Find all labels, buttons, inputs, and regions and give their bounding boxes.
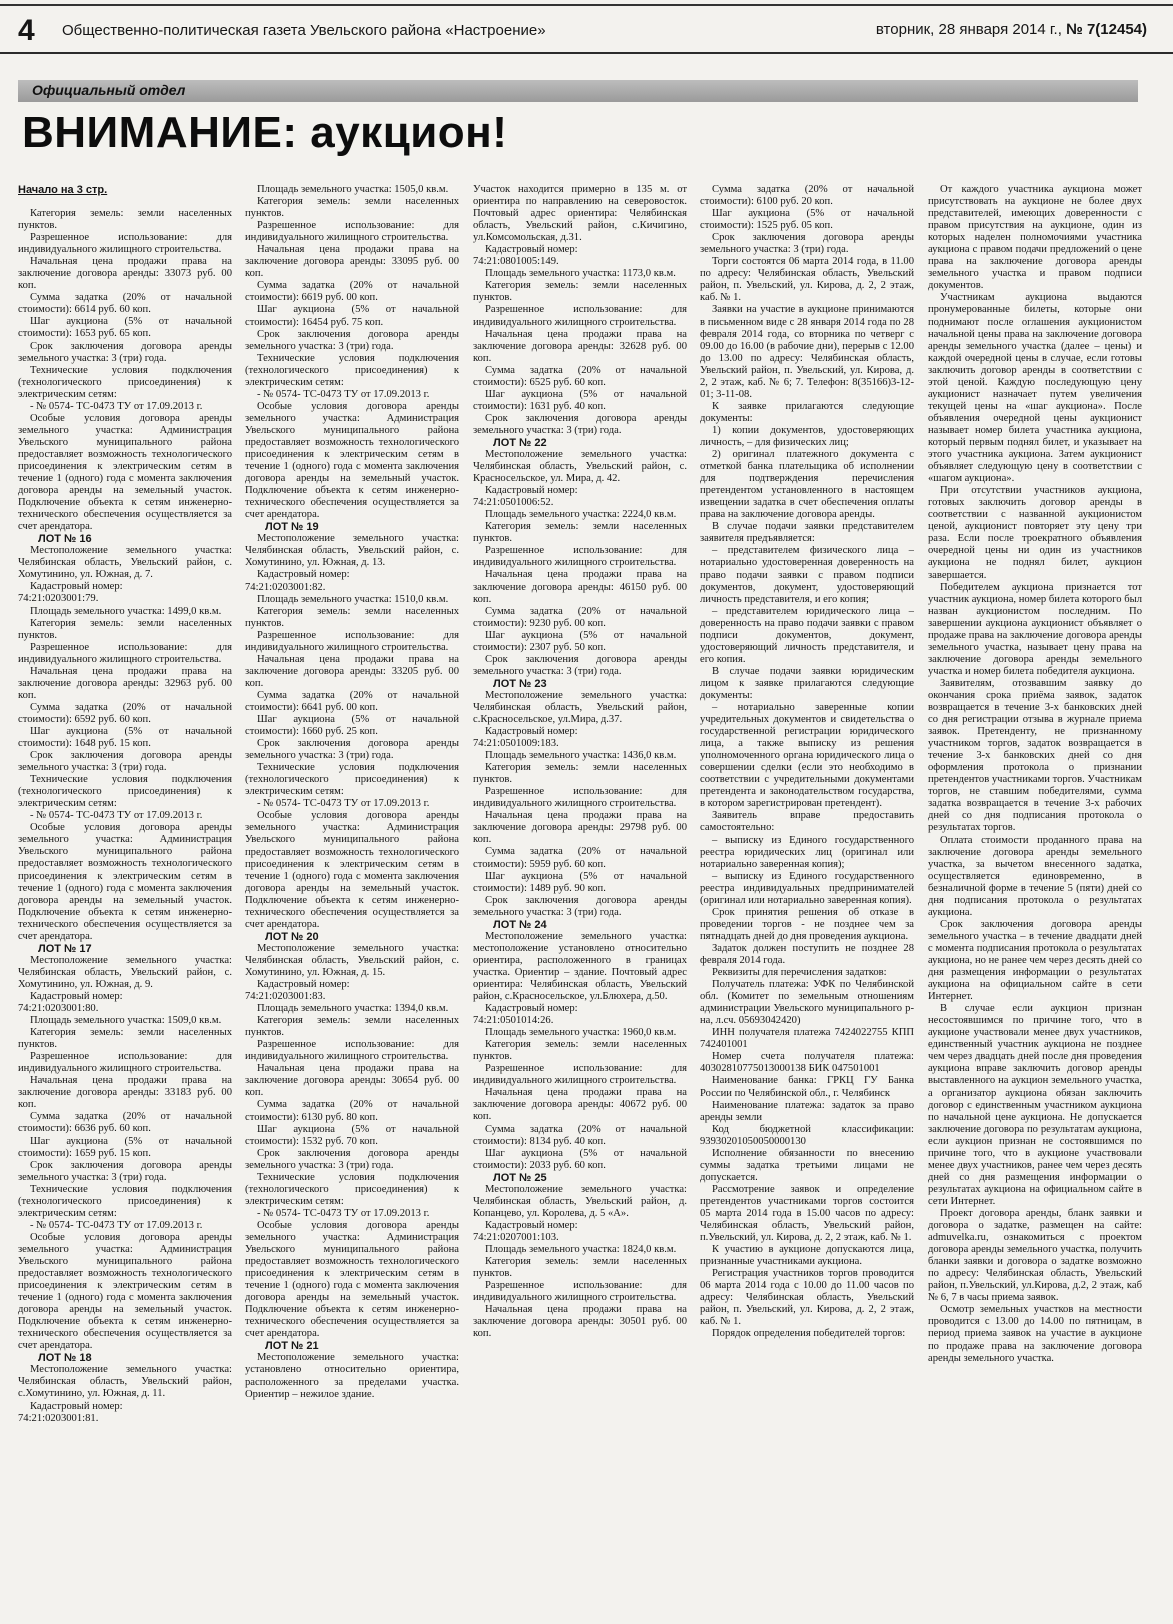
paragraph: Задаток должен поступить не позднее 28 февраля 2014 года. (700, 942, 914, 966)
paragraph: 74:21:0203001:82. (245, 581, 326, 593)
paragraph: Заявителям, отозвавшим заявку до окончания срока приёма заявок, задаток возвращается в течение 3-х банковских дней со дня регистрации отзыва в журнале приема заявок. Претенденту, не признанному участником торгов, задаток возвращается в течение 3-х банковских дней со дня оформления протокола о признании претендентов участниками торгов. Участникам торгов, не ставшим победителями, сумма задатка возвращается в течение 3-х рабочих дней со дня подписания протокола о результатах торгов. (928, 677, 1142, 834)
paragraph: Технические условия подключения (технологического присоединения) к электрическим сетям: (18, 774, 232, 810)
issue-date-line (876, 21, 1147, 38)
paragraph: 74:21:0203001:79. (18, 593, 99, 605)
paragraph: - № 0574- ТС-0473 ТУ от 17.09.2013 г. (257, 388, 430, 400)
paragraph: Местоположение земельного участка: Челябинская область, Увельский район, с.Хомутинино, ул. Южная, д. 11. (18, 1364, 232, 1400)
section-bar (18, 80, 1138, 102)
paragraph: В случае подачи заявки представителем заявителя предъявляется: (700, 521, 914, 545)
paragraph: Срок заключения договора аренды земельного участка: 3 (три) года. (700, 232, 914, 256)
lot-heading: ЛОТ № 24 (493, 918, 547, 931)
paragraph: - № 0574- ТС-0473 ТУ от 17.09.2013 г. (30, 1219, 203, 1231)
paragraph: Разрешенное использование: для индивидуального жилищного строительства. (18, 232, 232, 256)
paragraph: Категория земель: земли населенных пунктов. (245, 1015, 459, 1039)
paragraph: Категория земель: земли населенных пунктов. (473, 521, 687, 545)
paragraph: – представителем юридического лица – доверенность на право подачи заявки с правом подписи документов, документ, удостоверяющий личность представителя, и его копия. (700, 605, 914, 665)
header-rule (0, 52, 1173, 54)
paragraph: Шаг аукциона (5% от начальной стоимости): 1631 руб. 40 коп. (473, 388, 687, 412)
article-column-4 (700, 184, 914, 1616)
paragraph: Начальная цена продажи права на заключение договора аренды: 32963 руб. 00 коп. (18, 665, 232, 701)
paragraph: ИНН получателя платежа 7424022755 КПП 742401001 (700, 1027, 914, 1051)
paragraph: – представителем физического лица – нотариально удостоверенная доверенность на право подачи заявки с правом подписи документов, документ, удостоверяющий личность представителя, и его копия; (700, 545, 914, 605)
page-header (0, 0, 1173, 56)
paragraph: – выписку из Единого государственного реестра индивидуальных предпринимателей (оригинал или нотариально заверенная копия). (700, 870, 914, 906)
paragraph: 74:21:0501006:52. (473, 497, 554, 509)
paragraph: Срок принятия решения об отказе в проведении торгов - не позднее чем за пятнадцать дней до дня проведения аукциона. (700, 906, 914, 942)
paragraph: Начальная цена продажи права на заключение договора аренды: 32628 руб. 00 коп. (473, 328, 687, 364)
paragraph: Наименование платежа: задаток за право аренды земли (700, 1099, 914, 1123)
paragraph: Разрешенное использование: для индивидуального жилищного строительства. (473, 786, 687, 810)
paragraph: Наименование банка: ГРКЦ ГУ Банка России по Челябинской обл., г. Челябинск (700, 1075, 914, 1099)
paragraph: Сумма задатка (20% от начальной стоимости): 6525 руб. 60 коп. (473, 364, 687, 388)
paragraph: Площадь земельного участка: 1173,0 кв.м. (485, 268, 676, 280)
paragraph: Технические условия подключения (технологического присоединения) к электрическим сетям: (245, 352, 459, 388)
paragraph: Площадь земельного участка: 1499,0 кв.м. (30, 605, 222, 617)
paragraph: 74:21:0801005:149. (473, 256, 559, 268)
paragraph: Получатель платежа: УФК по Челябинской обл. (Комитет по земельным отношениям администрации Увельского муниципального р-на, л.сч. 05693042420) (700, 979, 914, 1027)
paragraph: Разрешенное использование: для индивидуального жилищного строительства. (473, 1063, 687, 1087)
paragraph: В случае подачи заявки юридическим лицом к заявке прилагаются следующие документы: (700, 665, 914, 701)
lot-heading: ЛОТ № 18 (38, 1352, 92, 1365)
paragraph: Номер счета получателя платежа: 40302810775013000138 БИК 047501001 (700, 1051, 914, 1075)
paragraph: Площадь земельного участка: 2224,0 кв.м. (485, 509, 677, 521)
paragraph: К участию в аукционе допускаются лица, признанные участниками аукциона. (700, 1244, 914, 1268)
issue-number: № 7(12454) (1066, 21, 1147, 38)
paragraph: Сумма задатка (20% от начальной стоимости): 6100 руб. 20 коп. (700, 184, 914, 208)
paragraph: Шаг аукциона (5% от начальной стоимости): 1660 руб. 25 коп. (245, 714, 459, 738)
paragraph: Технические условия подключения (технологического присоединения) к электрическим сетям: (245, 762, 459, 798)
paragraph: Сумма задатка (20% от начальной стоимости): 5959 руб. 60 коп. (473, 846, 687, 870)
paragraph: Категория земель: земли населенных пунктов. (245, 196, 459, 220)
page-number: 4 (18, 14, 35, 47)
paragraph: Сумма задатка (20% от начальной стоимости): 6130 руб. 80 коп. (245, 1099, 459, 1123)
paragraph: Особые условия договора аренды земельного участка: Администрация Увельского муниципального района предоставляет возможность технологического присоединения к электрическим сетям в течение 1 (одного) года с момента заключения договора аренды на земельный участок. Подключение объекта к сетям инженерно-технического обеспечения осуществляется за счет арендатора. (18, 412, 232, 533)
paragraph: Начальная цена продажи права на заключение договора аренды: 40672 руб. 00 коп. (473, 1087, 687, 1123)
paragraph: Срок заключения договора аренды земельного участка – в течение двадцати дней с момента подписания протокола о результатах аукциона, но не ранее чем через десять дней со дня размещения информации о результатах аукциона на официальном сайте в сети Интернет. (928, 918, 1142, 1003)
paragraph: 1) копии документов, удостоверяющих личность, – для физических лиц; (700, 424, 914, 448)
paragraph: Срок заключения договора аренды земельного участка: 3 (три) года. (473, 653, 687, 677)
paragraph: Участок находится примерно в 135 м. от ориентира по направлению на северовосток. Почтовый адрес ориентира: Челябинская область, Увельский район, с.Кичигино, ул.Комсомольская, д.31. (473, 184, 687, 244)
paragraph: Торги состоятся 06 марта 2014 года, в 11.00 по адресу: Челябинская область, Увельский район, п. Увельский, ул. Кирова, д. 2, 2 этаж, каб. № 1. (700, 256, 914, 304)
paragraph: Категория земель: земли населенных пунктов. (245, 605, 459, 629)
paragraph: Площадь земельного участка: 1960,0 кв.м. (485, 1027, 677, 1039)
paragraph: Сумма задатка (20% от начальной стоимости): 6592 руб. 60 коп. (18, 701, 232, 725)
paragraph: Площадь земельного участка: 1505,0 кв.м. (257, 184, 449, 195)
paragraph: 74:21:0501009:183. (473, 738, 559, 750)
paragraph: - № 0574- ТС-0473 ТУ от 17.09.2013 г. (30, 400, 203, 412)
paragraph: Категория земель: земли населенных пунктов. (18, 1027, 232, 1051)
paragraph: Кадастровый номер: (257, 569, 350, 581)
paragraph: Сумма задатка (20% от начальной стоимости): 8134 руб. 40 коп. (473, 1123, 687, 1147)
paragraph: Кадастровый номер: (485, 1003, 578, 1015)
paragraph: Осмотр земельных участков на местности проводится с 13.00 до 14.00 по пятницам, в период приема заявок на участие в аукционе по продаже права на заключение договора аренды земельного участка. (928, 1304, 1142, 1364)
paragraph: Начальная цена продажи права на заключение договора аренды: 33205 руб. 00 коп. (245, 653, 459, 689)
paragraph: Категория земель: земли населенных пунктов. (473, 762, 687, 786)
paragraph: Заявки на участие в аукционе принимаются в письменном виде с 28 января 2014 года по 28 февраля 2014 года, со вторника по четверг с 09.00 до 16.00 (в рабочие дни), перерыв с 12.00 до 13.00 по адресу: Челябинская область, Увельский район, п. Увельский, ул. Кирова, д. 2, 2 этаж, каб. № 6; 7. Телефон: 8(35166)3-12-01; 3-11-08. (700, 304, 914, 400)
paragraph: Разрешенное использование: для индивидуального жилищного строительства. (245, 1039, 459, 1063)
paragraph: Местоположение земельного участка: местоположение установлено относительно ориентира, расположенного в границах участка. Ориентир – здание. Почтовый адрес ориентира: Челябинская область, Увельский район, с.Красносельское, ул.Блюхера, д.50. (473, 930, 687, 1002)
headline: ВНИМАНИЕ: аукцион! (22, 108, 508, 157)
lot-heading: ЛОТ № 16 (38, 533, 92, 546)
paragraph: Разрешенное использование: для индивидуального жилищного строительства. (18, 641, 232, 665)
lot-heading: ЛОТ № 19 (265, 521, 319, 534)
paragraph: Срок заключения договора аренды земельного участка: 3 (три) года. (245, 328, 459, 352)
article-column-1 (18, 184, 232, 1616)
paragraph: В случае если аукцион признан несостоявшимся по причине того, что в аукционе участвовали менее двух участников, единственный участник аукциона не позднее чем через двадцать дней после дня проведения аукциона вправе заключить договор аренды выставленного на аукцион земельного участка, а организатор аукциона обязан заключить договор с единственным участником аукциона по начальной цене аукциона. Не допускается заключение договора по результатам аукциона, если аукцион признан не состоявшимся по причине того, что в аукционе участвовали менее двух участников, ранее чем через десять дней со дня размещения информации о результатах аукциона на официальном сайте в сети Интернет. (928, 1003, 1142, 1207)
paragraph: Шаг аукциона (5% от начальной стоимости): 1659 руб. 15 коп. (18, 1135, 232, 1159)
paragraph: Разрешенное использование: для индивидуального жилищного строительства. (18, 1051, 232, 1075)
paragraph: 74:21:0203001:81. (18, 1412, 99, 1424)
paragraph: Сумма задатка (20% от начальной стоимости): 9230 руб. 00 коп. (473, 605, 687, 629)
paragraph: Разрешенное использование: для индивидуального жилищного строительства. (473, 304, 687, 328)
paragraph: Местоположение земельного участка: установлено относительно ориентира, расположенного за пределами участка. Ориентир – нежилое здание. (245, 1352, 459, 1400)
paragraph: Победителем аукциона признается тот участник аукциона, номер билета которого был назван аукционистом последним. По завершении аукциона аукционист объявляет о продаже права на заключение договора аренды земельного участка, называет цену права на заключение договора аренды земельного участка и номер билета победителя аукциона. (928, 581, 1142, 677)
lot-heading: ЛОТ № 21 (265, 1340, 319, 1353)
paragraph: Местоположение земельного участка: Челябинская область, Увельский район, с. Хомутинино, ул. Южная, д. 7. (18, 545, 232, 581)
paragraph: Шаг аукциона (5% от начальной стоимости): 1489 руб. 90 коп. (473, 870, 687, 894)
paragraph: 74:21:0207001:103. (473, 1231, 559, 1243)
paragraph: Рассмотрение заявок и определение претендентов участниками торгов состоится 05 марта 2014 года в 15.00 часов по адресу: Челябинская область, Увельский район, п.Увельский, ул. Кирова, д. 2, 2 этаж, каб. № 1. (700, 1183, 914, 1244)
paragraph: Технические условия подключения (технологического присоединения) к электрическим сетям: (18, 1183, 232, 1219)
paragraph: Площадь земельного участка: 1436,0 кв.м. (485, 750, 677, 762)
paragraph: Особые условия договора аренды земельного участка: Администрация Увельского муниципального района предоставляет возможность технологического присоединения к электрическим сетям в течение 1 (одного) года с момента заключения договора аренды на земельный участок. Подключение объекта к сетям инженерно-технического обеспечения осуществляется за счет арендатора. (245, 400, 459, 521)
article-column-5 (928, 184, 1142, 1616)
lot-heading: ЛОТ № 23 (493, 677, 547, 690)
paragraph: Площадь земельного участка: 1509,0 кв.м. (30, 1015, 222, 1027)
paragraph: Срок заключения договора аренды земельного участка: 3 (три) года. (245, 1147, 459, 1171)
paragraph: Начальная цена продажи права на заключение договора аренды: 30501 руб. 00 коп. (473, 1304, 687, 1340)
paragraph: Кадастровый номер: (30, 990, 123, 1002)
paragraph: Категория земель: земли населенных пунктов. (473, 1039, 687, 1063)
paragraph: Оплата стоимости проданного права на заключение договора аренды земельного участка, за вычетом внесенного задатка, осуществляется единовременно, в безналичной форме в течение 5 (пяти) дней со дня подписания протокола о результатах аукциона. (928, 834, 1142, 918)
header-top-rule (0, 4, 1173, 6)
paragraph: Кадастровый номер: (30, 1400, 123, 1412)
paragraph: Начальная цена продажи права на заключение договора аренды: 29798 руб. 00 коп. (473, 810, 687, 846)
paragraph: Код бюджетной классификации: 93930201050050000130 (700, 1123, 914, 1147)
paragraph: К заявке прилагаются следующие документы: (700, 400, 914, 424)
paragraph: Регистрация участников торгов проводится 06 марта 2014 года с 10.00 до 11.00 часов по адресу: Челябинская область, Увельский район, п. Увельский, ул. Кирова, д. 2, 2 этаж, каб. № 1. (700, 1268, 914, 1328)
paragraph: Шаг аукциона (5% от начальной стоимости): 1532 руб. 70 коп. (245, 1123, 459, 1147)
paragraph: Особые условия договора аренды земельного участка: Администрация Увельского муниципального района предоставляет возможность технологического присоединения к электрическим сетям в течение 1 (одного) года с момента заключения договора аренды на земельный участок. Подключение объекта к сетям инженерно-технического обеспечения осуществляется за счет арендатора. (245, 810, 459, 930)
paragraph: Площадь земельного участка: 1394,0 кв.м. (257, 1003, 449, 1015)
paragraph: Местоположение земельного участка: Челябинская область, Увельский район, с. Красносельское, ул. Мира, д. 42. (473, 448, 687, 485)
paragraph: 74:21:0203001:83. (245, 991, 326, 1003)
paragraph: Шаг аукциона (5% от начальной стоимости): 2307 руб. 50 коп. (473, 629, 687, 653)
paragraph: Кадастровый номер: (485, 244, 578, 256)
paragraph: Срок заключения договора аренды земельного участка: 3 (три) года. (473, 412, 687, 436)
paragraph: Сумма задатка (20% от начальной стоимости): 6614 руб. 60 коп. (18, 292, 232, 316)
paragraph: - № 0574- ТС-0473 ТУ от 17.09.2013 г. (257, 798, 430, 810)
paragraph: Срок заключения договора аренды земельного участка: 3 (три) года. (473, 894, 687, 918)
paragraph: 74:21:0501014:26. (473, 1015, 554, 1027)
paragraph: Особые условия договора аренды земельного участка: Администрация Увельского муниципального района предоставляет возможность технологического присоединения к электрическим сетям в течение 1 (одного) года с момента заключения договора аренды на земельный участок. Подключение объекта к сетям инженерно-технического обеспечения осуществляется за счет арендатора. (18, 1231, 232, 1352)
paragraph: Местоположение земельного участка: Челябинская область, Увельский район, с. Хомутинино, ул. Южная, д. 9. (18, 954, 232, 990)
paragraph: Особые условия договора аренды земельного участка: Администрация Увельского муниципального района предоставляет возможность технологического присоединения к электрическим сетям в течение 1 (одного) года с момента заключения договора аренды на земельный участок. Подключение объекта к сетям инженерно-технического обеспечения осуществляется за счет арендатора. (18, 822, 232, 942)
paragraph: Кадастровый номер: (485, 726, 578, 738)
paragraph: Проект договора аренды, бланк заявки и договора о задатке, размещен на сайте: admuvelka.ru, ознакомиться с проектом договора аренды земельного участка, получить бланки заявки и договора о задатке возможно по адресу: Челябинская область, Увельский район, п.Увельский, ул.Кирова, д.2, 2 этаж, каб № 6, 7 в часы приема заявок. (928, 1207, 1142, 1304)
paragraph: Особые условия договора аренды земельного участка: Администрация Увельского муниципального района предоставляет возможность технологического присоединения к электрическим сетям в течение 1 (одного) года с момента заключения договора аренды на земельный участок. Подключение объекта к сетям инженерно-технического обеспечения осуществляется за счет арендатора. (245, 1219, 459, 1340)
paragraph: Площадь земельного участка: 1824,0 кв.м. (485, 1243, 677, 1255)
paragraph: Разрешенное использование: для индивидуального жилищного строительства. (473, 545, 687, 569)
lot-heading: ЛОТ № 17 (38, 942, 92, 955)
newspaper-name: Общественно-политическая газета Увельского района «Настроение» (62, 22, 546, 39)
paragraph: Разрешенное использование: для индивидуального жилищного строительства. (245, 629, 459, 653)
paragraph: Сумма задатка (20% от начальной стоимости): 6619 руб. 00 коп. (245, 280, 459, 304)
continued-from-note: Начало на 3 стр. (18, 184, 108, 196)
paragraph: Начальная цена продажи права на заключение договора аренды: 33095 руб. 00 коп. (245, 244, 459, 280)
paragraph: Разрешенное использование: для индивидуального жилищного строительства. (245, 220, 459, 244)
paragraph: Технические условия подключения (технологического присоединения) к электрическим сетям: (245, 1171, 459, 1207)
paragraph: Категория земель: земли населенных пунктов. (18, 617, 232, 641)
paragraph: Реквизиты для перечисления задатков: (712, 967, 887, 979)
paragraph: Местоположение земельного участка: Челябинская область, Увельский район, с.Красносельское, ул.Мира, д.37. (473, 689, 687, 725)
paragraph: Исполнение обязанности по внесению суммы задатка третьими лицами не допускается. (700, 1147, 914, 1183)
paragraph: 74:21:0203001:80. (18, 1003, 99, 1014)
issue-date: вторник, 28 января 2014 г., (875, 21, 1067, 38)
paragraph: От каждого участника аукциона может присутствовать на аукционе не более двух представителей, имеющих доверенности с правом присутствия на аукционе, один из которых наделен полномочиями участника аукциона с правом подачи предложений о цене права на заключение договора аренды земельного участка и правом подписи документов. (928, 184, 1142, 292)
paragraph: Шаг аукциона (5% от начальной стоимости): 1525 руб. 05 коп. (700, 208, 914, 232)
paragraph: Шаг аукциона (5% от начальной стоимости): 1653 руб. 65 коп. (18, 316, 232, 340)
paragraph: Заявитель вправе предоставить самостоятельно: (700, 810, 914, 834)
paragraph: Кадастровый номер: (257, 979, 350, 990)
paragraph: Площадь земельного участка: 1510,0 кв.м. (257, 593, 449, 605)
paragraph: Категория земель: земли населенных пунктов. (18, 208, 232, 232)
paragraph: Кадастровый номер: (485, 1219, 578, 1231)
paragraph: Технические условия подключения (технологического присоединения) к электрическим сетям: (18, 364, 232, 400)
paragraph: Начальная цена продажи права на заключение договора аренды: 33183 руб. 00 коп. (18, 1075, 232, 1111)
article-columns (18, 184, 1146, 1616)
paragraph: Категория земель: земли населенных пунктов. (473, 280, 687, 304)
paragraph: Порядок определения победителей торгов: (712, 1328, 906, 1340)
paragraph: Срок заключения договора аренды земельного участка: 3 (три) года. (18, 750, 232, 774)
paragraph: Срок заключения договора аренды земельного участка: 3 (три) года. (18, 340, 232, 364)
paragraph: Категория земель: земли населенных пунктов. (473, 1255, 687, 1280)
paragraph: Начальная цена продажи права на заключение договора аренды: 33073 руб. 00 коп. (18, 256, 232, 292)
paragraph: Местоположение земельного участка: Челябинская область, Увельский район, д. Копанцево, ул. Королева, д. 5 «А». (473, 1183, 687, 1219)
paragraph: Разрешенное использование: для индивидуального жилищного строительства. (473, 1280, 687, 1304)
paragraph: Срок заключения договора аренды земельного участка: 3 (три) года. (18, 1159, 232, 1183)
lot-heading: ЛОТ № 25 (493, 1171, 547, 1184)
paragraph: – нотариально заверенные копии учредительных документов и свидетельства о государственной регистрации юридического лица, а также выписку из решения уполномоченного органа юридического лица о совершении сделки (если это необходимо в соответствии с учредительными документами претендента и законодательством государства, в котором зарегистрирован претендент). (700, 702, 914, 810)
article-column-2 (245, 184, 459, 1616)
paragraph: Шаг аукциона (5% от начальной стоимости): 16454 руб. 75 коп. (245, 304, 459, 328)
paragraph: Кадастровый номер: (485, 485, 578, 497)
paragraph: Кадастровый номер: (30, 581, 123, 593)
paragraph: Сумма задатка (20% от начальной стоимости): 6641 руб. 00 коп. (245, 689, 459, 713)
section-label: Официальный отдел (32, 82, 186, 98)
paragraph: Сумма задатка (20% от начальной стоимости): 6636 руб. 60 коп. (18, 1111, 232, 1135)
paragraph: Срок заключения договора аренды земельного участка: 3 (три) года. (245, 738, 459, 762)
article-column-3 (473, 184, 687, 1616)
paragraph: – выписку из Единого государственного реестра юридических лиц (оригинал или нотариально заверенная копия); (700, 834, 914, 870)
paragraph: - № 0574- ТС-0473 ТУ от 17.09.2013 г. (30, 810, 203, 822)
paragraph: - № 0574- ТС-0473 ТУ от 17.09.2013 г. (257, 1207, 430, 1219)
paragraph: Шаг аукциона (5% от начальной стоимости): 1648 руб. 15 коп. (18, 725, 232, 750)
lot-heading: ЛОТ № 20 (265, 930, 319, 943)
paragraph: При отсутствии участников аукциона, готовых заключить договор аренды в соответствии с названной аукционистом ценой, аукционист повторяет эту цену три раза. Если после троекратного объявления очередной цены ни один из участников аукциона не поднял билет, аукцион завершается. (928, 485, 1142, 581)
paragraph: Начальная цена продажи права на заключение договора аренды: 30654 руб. 00 коп. (245, 1063, 459, 1099)
paragraph: 2) оригинал платежного документа с отметкой банка плательщика об исполнении для подтверждения перечисления претендентом установленного в настоящем извещении задатка в счет обеспечения оплаты права на заключение договора аренды. (700, 449, 914, 521)
paragraph: Начальная цена продажи права на заключение договора аренды: 46150 руб. 00 коп. (473, 569, 687, 605)
paragraph: Участникам аукциона выдаются пронумерованные билеты, которые они поднимают после оглашения аукционистом начальной цены права на заключение договора аренды земельного участка (далее – цены) и каждой очередной цены в случае, если готовы заключить договор аренды в соответствии с этой ценой. Каждую последующую цену аукционист назначает путем увеличения текущей цены на «шаг аукциона». После объявления очередной цены аукционист называет номер билета участника аукциона, который первым поднял билет, и указывает на этого участника аукциона. Затем аукционист объявляет следующую цену в соответствии с «шагом аукциона». (928, 292, 1142, 485)
paragraph: Шаг аукциона (5% от начальной стоимости): 2033 руб. 60 коп. (473, 1147, 687, 1171)
paragraph: Местоположение земельного участка: Челябинская область, Увельский район, с. Хомутинино, ул. Южная, д. 13. (245, 533, 459, 569)
lot-heading: ЛОТ № 22 (493, 436, 547, 449)
paragraph: Местоположение земельного участка: Челябинская область, Увельский район, с. Хомутинино, ул. Южная, д. 15. (245, 942, 459, 978)
